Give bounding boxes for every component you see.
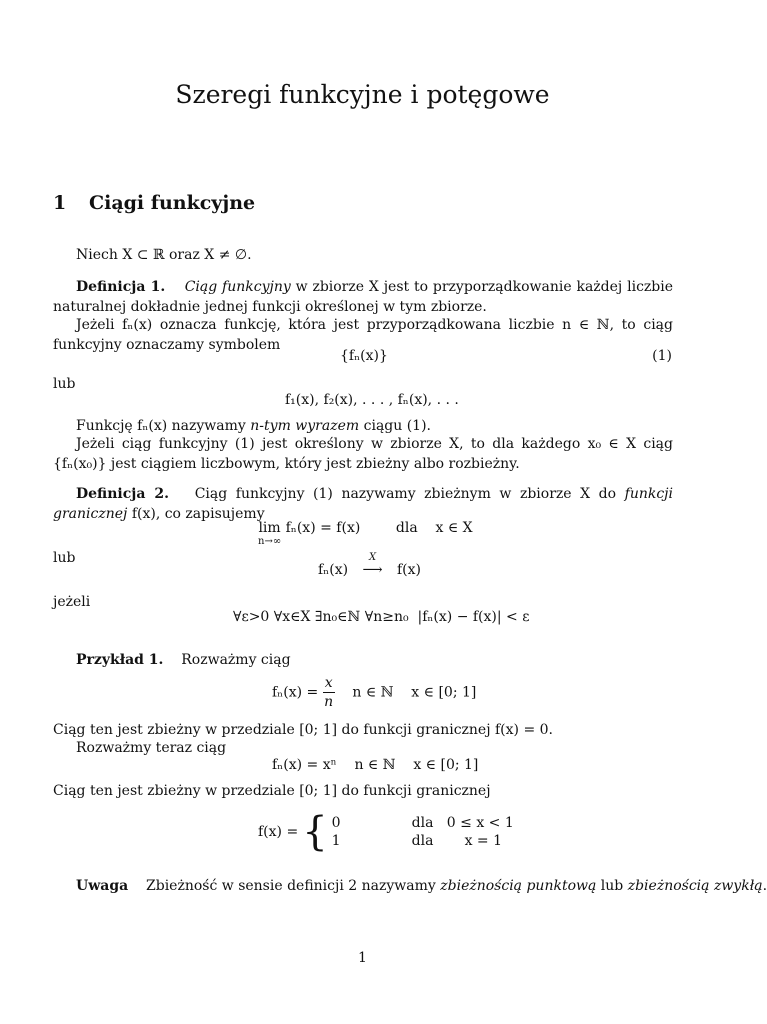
fraction — [323, 674, 335, 711]
nth-term-text-b: ciągu (1). — [363, 418, 431, 434]
limit-equation — [258, 520, 473, 548]
remark — [76, 876, 767, 896]
limit-rest: fₙ(x) = f(x) dla x ∈ X — [285, 520, 473, 536]
or-label-2: lub — [53, 550, 76, 566]
equation-1: {fₙ(x)} — [340, 348, 388, 364]
arrow-right: f(x) — [396, 562, 421, 578]
eq-rhs: n ∈ ℕ x ∈ [0; 1] — [352, 684, 477, 701]
nth-term-term: n-tym wyrazem — [250, 418, 360, 434]
example-2-equation: fₙ(x) = xⁿ n ∈ ℕ x ∈ [0; 1] — [272, 757, 479, 773]
arrow-label: X — [368, 552, 377, 563]
equation-1-number: (1) — [652, 348, 672, 364]
piecewise-cases — [332, 814, 514, 850]
quantifier-equation: ∀ε>0 ∀x∈X ∃n₀∈ℕ ∀n≥n₀ |fₙ(x) − f(x)| < ε — [233, 609, 530, 625]
page-title: Szeregi funkcyjne i potęgowe — [175, 80, 550, 109]
definition-1-paragraph-4: Jeżeli ciąg funkcyjny (1) jest określony w zbiorze X, to dla każdego x₀ ∈ X ciąg {fₙ(x₀)} jest ciągiem liczbowym, który jest zbieżny albo rozbieżny. — [53, 436, 673, 472]
remark-end: . — [762, 878, 767, 894]
remark-term-1: zbieżnością punktową — [440, 878, 597, 894]
example-1 — [76, 650, 291, 670]
definition-1-term: Ciąg funkcyjny — [184, 279, 291, 295]
remark-mid: lub — [600, 878, 624, 894]
convergence-sentence-1: Ciąg ten jest zbieżny w przedziale [0; 1] do funkcji granicznej f(x) = 0. — [53, 722, 553, 738]
fraction-numerator: x — [324, 675, 333, 691]
sequence-equation: f₁(x), f₂(x), . . . , fₙ(x), . . . — [285, 392, 459, 408]
example-1-equation — [272, 674, 476, 711]
nth-term-paragraph — [76, 416, 431, 436]
nth-term-text-a: Funkcję fₙ(x) nazywamy — [76, 418, 246, 434]
definition-1-paragraph-2: Jeżeli fₙ(x) oznacza funkcję, która jest przyporządkowana liczbie n ∈ ℕ, to ciąg funkcyjny oznaczamy symbolem — [53, 317, 673, 353]
definition-2-label: Definicja 2. — [76, 486, 169, 502]
brace-icon: { — [302, 809, 328, 855]
limit-subscript: n→∞ — [258, 536, 282, 547]
definition-2 — [53, 484, 673, 524]
example-1-text-2: Rozważmy teraz ciąg — [76, 740, 227, 756]
section-heading — [53, 192, 255, 214]
or-label-1: lub — [53, 376, 76, 392]
limit-operator: lim — [258, 520, 281, 536]
eq-lhs: fₙ(x) = — [272, 684, 319, 701]
if-label: jeżeli — [53, 594, 91, 610]
definition-1-label: Definicja 1. — [76, 279, 166, 295]
piecewise-lhs: f(x) = — [258, 824, 299, 840]
page-number: 1 — [358, 950, 367, 966]
definition-2-term: funkcji granicznej — [53, 486, 673, 522]
definition-1 — [53, 277, 673, 317]
definition-2-text-a: Ciąg funkcyjny (1) nazywamy zbieżnym w zbiorze X do — [194, 486, 617, 502]
remark-text-a: Zbieżność w sensie definicji 2 nazywamy — [146, 878, 436, 894]
definition-2-text-b: f(x), co zapisujemy — [131, 506, 265, 522]
remark-label: Uwaga — [76, 878, 129, 894]
fraction-denominator: n — [324, 694, 334, 710]
convergence-sentence-2: Ciąg ten jest zbieżny w przedziale [0; 1] do funkcji granicznej — [53, 783, 491, 799]
piecewise-case: 1 dla x = 1 — [331, 833, 503, 849]
piecewise-function — [258, 809, 514, 855]
piecewise-case: 0 dla 0 ≤ x < 1 — [331, 815, 514, 831]
definition-1-text: w zbiorze X jest to przyporządkowanie każdej liczbie naturalnej dokładnie jednej funkcji określonej w tym zbiorze. — [53, 279, 674, 315]
convergence-arrow-icon: X ⟶ — [353, 562, 393, 578]
section-number: 1 — [53, 192, 67, 214]
intro-paragraph: Niech X ⊂ ℝ oraz X ≠ ∅. — [76, 247, 252, 263]
example-1-text: Rozważmy ciąg — [181, 652, 291, 668]
section-title: Ciągi funkcyjne — [89, 192, 256, 214]
arrow-equation — [318, 552, 421, 578]
arrow-left: fₙ(x) — [318, 562, 349, 578]
example-1-label: Przykład 1. — [76, 652, 164, 668]
remark-term-2: zbieżnością zwykłą — [627, 878, 763, 894]
